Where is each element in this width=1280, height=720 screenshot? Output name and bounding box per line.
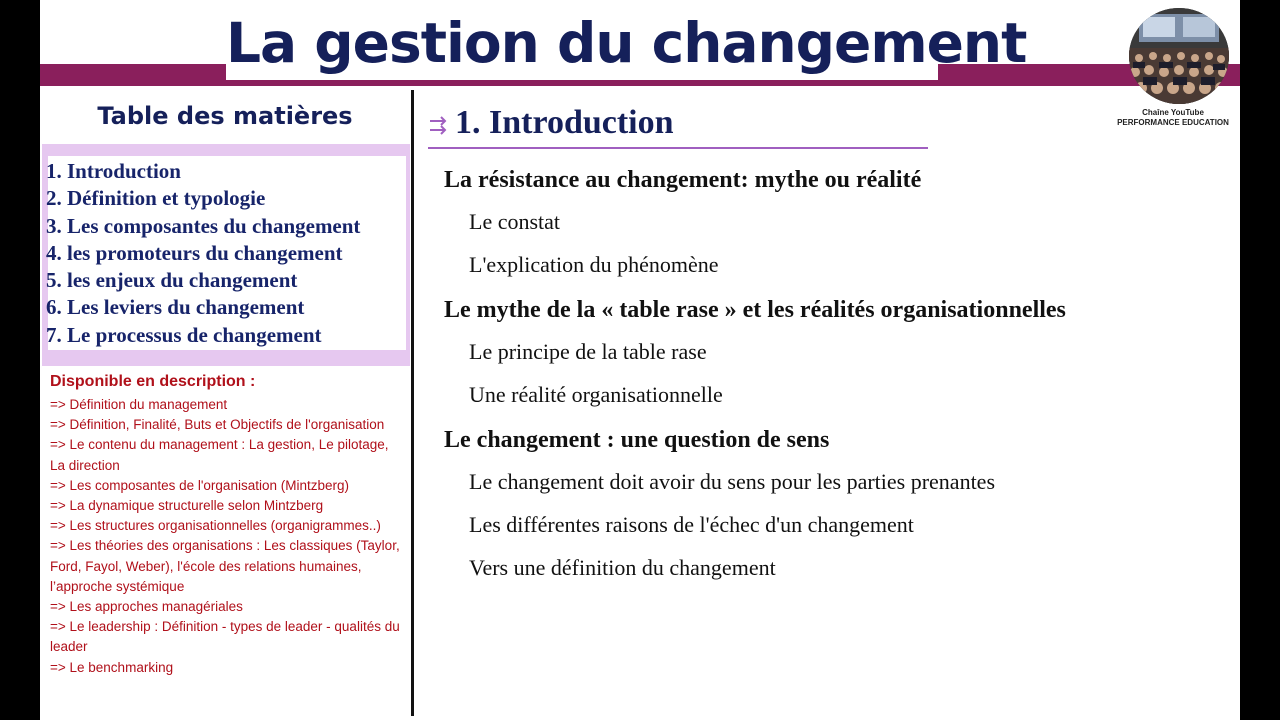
group-heading-table-rase: Le mythe de la « table rase » et les réalités organisationnelles [444,297,1066,323]
toc-item-introduction: 1. Introduction [46,159,181,183]
channel-logo [1129,8,1229,104]
section-underline [428,147,928,149]
toc-item-promoteurs: 4. les promoteurs du changement [46,240,343,265]
group-items-sens [444,460,1234,589]
description-item: => Définition, Finalité, Buts et Objectifs de l'organisation [50,417,385,433]
group-heading-resistance: La résistance au changement: mythe ou réalité [444,167,922,193]
group-heading-sens: Le changement : une question de sens [444,427,830,453]
description-item: => Le leadership : Définition - types de leader - qualités du leader [50,619,400,655]
description-item: => Le contenu du management : La gestion, Le pilotage, La direction [50,437,389,473]
description-item: => Les composantes de l'organisation (Mintzberg) [50,477,349,493]
description-item: => Les structures organisationnelles (organigrammes..) [50,518,381,534]
description-list [50,395,402,678]
slide-title: La gestion du changement [226,11,1027,75]
toc-item-enjeux: 5. les enjeux du changement [46,268,298,293]
description-item: => Les théories des organisations : Les classiques (Taylor, Ford, Fayol, Weber), l'école des relations humaines, l’approche systémique [50,538,400,594]
group-items-resistance [444,200,1234,286]
channel-name-line2: PERFORMANCE EDUCATION [1117,118,1229,127]
toc-item-processus: 7. Le processus de changement [46,322,322,347]
section-title: 1. Introduction [455,104,674,141]
description-item: => Définition du management [50,397,228,412]
list-item: Les différentes raisons de l'échec d'un changement [469,512,914,537]
list-item: Le changement doit avoir du sens pour les parties prenantes [469,469,996,494]
column-divider [411,90,414,716]
description-item: => Le benchmarking [50,659,174,675]
list-item: Une réalité organisationnelle [469,382,723,407]
toc-item-definition: 2. Définition et typologie [46,186,266,211]
channel-caption [1108,108,1238,128]
double-arrow-icon [428,114,450,136]
description-heading: Disponible en description : [50,373,256,390]
description-item: => La dynamique structurelle selon Mintzberg [50,498,324,514]
description-item: => Les approches managériales [50,599,243,615]
toc-list [46,158,360,349]
slide [40,0,1240,720]
list-item: L'explication du phénomène [469,252,719,277]
list-item: Le constat [469,209,561,234]
channel-name-line1: Chaîne YouTube [1142,108,1204,117]
toc-item-composantes: 3. Les composantes du changement [46,213,361,238]
group-items-table-rase [444,330,1234,416]
toc-item-leviers: 6. Les leviers du changement [46,295,305,320]
lecture-hall-photo-icon [1129,8,1229,104]
list-item: Vers une définition du changement [469,555,776,580]
list-item: Le principe de la table rase [469,339,707,364]
description-panel [50,372,402,678]
section-content [444,160,1234,593]
toc-heading: Table des matières [97,102,353,130]
